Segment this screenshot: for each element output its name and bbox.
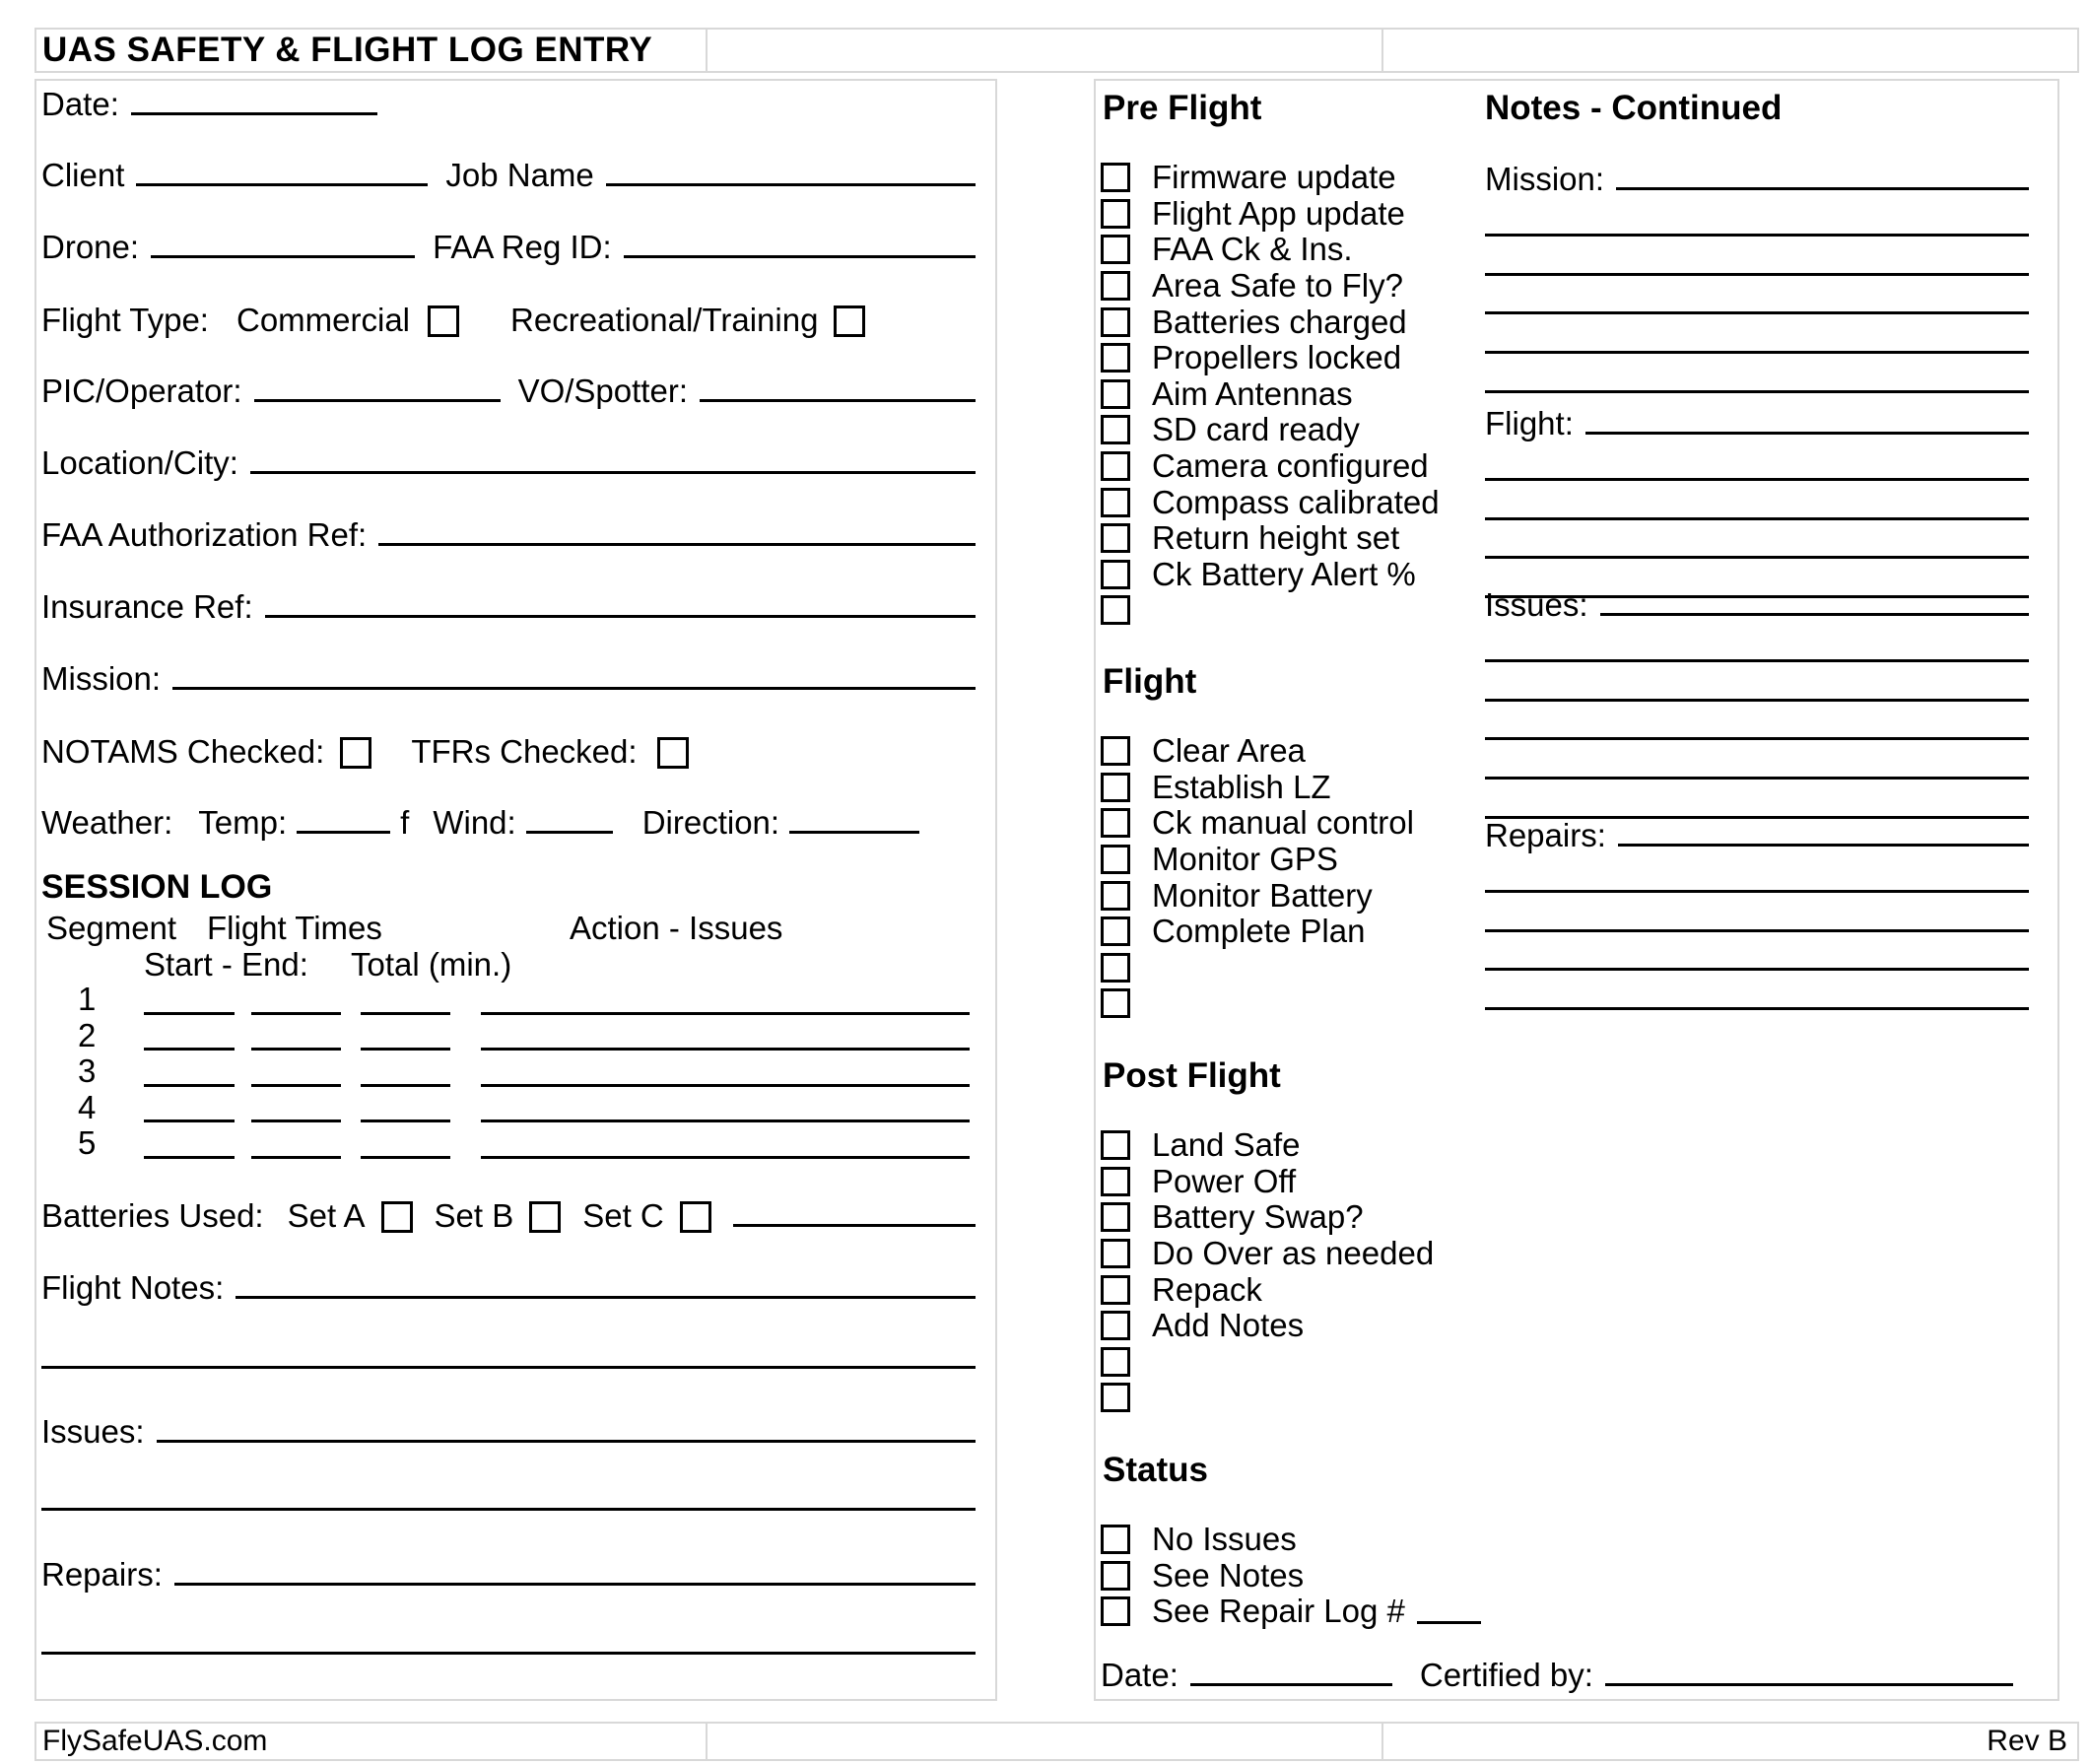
checklist-item xyxy=(1099,1127,1481,1164)
field-row-faa-auth xyxy=(41,515,976,555)
write-in-line xyxy=(251,1084,341,1087)
checkbox[interactable] xyxy=(1101,1130,1130,1160)
checkbox[interactable] xyxy=(1101,271,1130,301)
checkbox[interactable] xyxy=(1101,988,1130,1018)
flight-checklist xyxy=(1099,733,1481,1022)
footer-revision-text: Rev B xyxy=(1987,1725,2067,1757)
write-in-line xyxy=(1616,187,2029,190)
write-in-line xyxy=(1485,198,2029,237)
write-in-line xyxy=(1485,314,2029,354)
checkbox-label: Clear Area xyxy=(1152,732,1306,770)
checkbox-label: No Issues xyxy=(1152,1521,1297,1558)
checkbox[interactable] xyxy=(1101,881,1130,911)
direction-input-line xyxy=(789,831,919,834)
checkbox-label: Do Over as needed xyxy=(1152,1235,1435,1272)
set-c-label: Set C xyxy=(582,1197,664,1234)
faa-reg-input-line xyxy=(624,255,976,258)
checkbox-label: Batteries charged xyxy=(1152,303,1407,340)
footer-site-cell xyxy=(34,1722,708,1761)
checkbox[interactable] xyxy=(1101,773,1130,802)
set-a-label: Set A xyxy=(287,1197,366,1234)
checkbox-label: Area Safe to Fly? xyxy=(1152,267,1403,305)
checklist-item xyxy=(1099,914,1481,950)
notes-repairs-section xyxy=(1485,818,2029,1010)
checklist-item xyxy=(1099,520,1481,557)
notes-continued-column xyxy=(1483,81,2037,1699)
note-section-label: Repairs: xyxy=(1485,817,1606,853)
checkbox[interactable] xyxy=(1101,523,1130,553)
job-name-input-line xyxy=(606,183,976,186)
write-in-line xyxy=(251,1119,341,1122)
checkbox[interactable] xyxy=(1101,808,1130,838)
note-label-row xyxy=(1485,818,2029,854)
write-in-line xyxy=(41,1652,976,1655)
pre-flight-checklist xyxy=(1099,160,1481,629)
set-a-checkbox[interactable] xyxy=(381,1201,413,1233)
footer-site-text: FlySafeUAS.com xyxy=(42,1725,268,1757)
flight-notes-input-line xyxy=(236,1296,976,1299)
checkbox[interactable] xyxy=(1101,451,1130,481)
write-in-line xyxy=(251,1156,341,1159)
checkbox[interactable] xyxy=(1101,235,1130,264)
recreational-label: Recreational/Training xyxy=(510,302,819,338)
pic-input-line xyxy=(254,399,501,402)
write-in-line xyxy=(1485,702,2029,741)
checkbox-label: Flight App update xyxy=(1152,194,1405,232)
note-section-label: Flight: xyxy=(1485,405,1574,441)
post-flight-checklist xyxy=(1099,1127,1481,1416)
checkbox[interactable] xyxy=(1101,1561,1130,1591)
checkbox[interactable] xyxy=(1101,488,1130,517)
note-section-label: Issues: xyxy=(1485,586,1588,623)
weather-label: Weather: xyxy=(41,804,173,841)
write-in-line xyxy=(1485,971,2029,1010)
issues-label: Issues: xyxy=(41,1413,145,1450)
client-label: Client xyxy=(41,157,125,193)
field-row-location xyxy=(41,443,976,483)
checklist-item xyxy=(1099,733,1481,770)
checkbox-label: Ck Battery Alert % xyxy=(1152,555,1416,592)
direction-label: Direction: xyxy=(641,804,780,841)
checkbox-label: Complete Plan xyxy=(1152,913,1366,950)
checkbox[interactable] xyxy=(1101,379,1130,409)
recreational-checkbox[interactable] xyxy=(834,305,865,337)
set-c-checkbox[interactable] xyxy=(680,1201,711,1233)
write-in-line xyxy=(481,1048,970,1051)
notes-flight-section xyxy=(1485,406,2029,598)
job-name-label: Job Name xyxy=(445,157,594,193)
checkbox[interactable] xyxy=(1101,953,1130,983)
field-row-mission xyxy=(41,659,976,699)
write-in-line xyxy=(481,1119,970,1122)
checklist-column xyxy=(1099,81,1481,1699)
write-in-line xyxy=(361,1119,450,1122)
action-issues-column-header: Action - Issues xyxy=(570,910,783,946)
batteries-used-label: Batteries Used: xyxy=(41,1197,264,1234)
segment-number: 2 xyxy=(78,1016,97,1053)
footer-empty-cell xyxy=(706,1722,1383,1761)
checkbox-label: Repack xyxy=(1152,1270,1262,1308)
drone-label: Drone: xyxy=(41,229,140,265)
pic-operator-label: PIC/Operator: xyxy=(41,373,242,409)
commercial-checkbox[interactable] xyxy=(428,305,459,337)
segment-number: 1 xyxy=(78,981,97,1017)
insurance-input-line xyxy=(265,615,976,618)
checkbox[interactable] xyxy=(1101,199,1130,229)
write-in-line xyxy=(144,1048,235,1051)
checklist-item xyxy=(1099,1164,1481,1200)
certify-date-input-line xyxy=(1190,1683,1392,1686)
checklist-item xyxy=(1099,1558,1481,1594)
location-input-line xyxy=(250,471,976,474)
checkbox-label: Firmware update xyxy=(1152,159,1396,196)
write-in-line xyxy=(1485,624,2029,663)
write-in-line xyxy=(1485,780,2029,819)
checkbox-label: Ck manual control xyxy=(1152,804,1414,842)
vo-spotter-label: VO/Spotter: xyxy=(517,373,688,409)
checklist-item xyxy=(1099,232,1481,268)
temp-unit-label: f xyxy=(400,804,410,841)
checkbox[interactable] xyxy=(1101,1275,1130,1305)
checklist-item xyxy=(1099,1344,1481,1381)
checkbox-label: Establish LZ xyxy=(1152,768,1331,805)
write-in-line xyxy=(144,1084,235,1087)
write-in-line xyxy=(144,1156,235,1159)
footer-rev-cell xyxy=(1381,1722,2079,1761)
checklist-item xyxy=(1099,268,1481,305)
note-label-row xyxy=(1485,406,2029,442)
field-row-flight-notes xyxy=(41,1268,976,1308)
faa-reg-label: FAA Reg ID: xyxy=(433,229,612,265)
checklist-item xyxy=(1099,592,1481,629)
checklist-item xyxy=(1099,770,1481,806)
write-in-line xyxy=(361,1156,450,1159)
repairs-label: Repairs: xyxy=(41,1556,163,1593)
write-in-line xyxy=(1485,276,2029,315)
faa-auth-input-line xyxy=(378,543,976,546)
checklist-item xyxy=(1099,412,1481,448)
write-in-line xyxy=(361,1012,450,1015)
page-title: UAS SAFETY & FLIGHT LOG ENTRY xyxy=(42,31,653,69)
certified-by-label: Certified by: xyxy=(1419,1657,1593,1693)
write-in-line xyxy=(1485,237,2029,276)
faa-auth-label: FAA Authorization Ref: xyxy=(41,516,368,553)
mission-label: Mission: xyxy=(41,660,162,697)
write-in-line xyxy=(1618,844,2029,847)
write-in-line xyxy=(1485,442,2029,482)
field-row-flight-type xyxy=(41,300,976,340)
checklist-item xyxy=(1099,1594,1481,1630)
write-in-line xyxy=(1585,432,2029,435)
header-empty-cell xyxy=(706,28,1383,73)
checkbox-label: Monitor Battery xyxy=(1152,876,1373,914)
field-row-drone-reg xyxy=(41,228,976,267)
write-in-line xyxy=(1485,662,2029,702)
header-empty-cell xyxy=(1381,28,2079,73)
batteries-input-line xyxy=(733,1224,976,1227)
field-row-insurance xyxy=(41,587,976,627)
location-label: Location/City: xyxy=(41,444,238,481)
write-in-line xyxy=(361,1048,450,1051)
checklist-item xyxy=(1099,1199,1481,1236)
write-in-line xyxy=(144,1119,235,1122)
pre-flight-heading: Pre Flight xyxy=(1103,89,1262,127)
session-log-title: SESSION LOG xyxy=(41,868,273,906)
segment-number: 3 xyxy=(78,1052,97,1090)
checkbox-label: Add Notes xyxy=(1152,1307,1305,1344)
flight-heading: Flight xyxy=(1103,662,1197,701)
temp-label: Temp: xyxy=(198,804,288,841)
field-row-notams-tfrs xyxy=(41,731,976,772)
field-row-client-job xyxy=(41,156,976,195)
checklist-item xyxy=(1099,1236,1481,1272)
mission-input-line xyxy=(172,687,976,690)
write-in-line xyxy=(1485,854,2029,894)
drone-input-line xyxy=(151,255,415,258)
temp-input-line xyxy=(297,831,390,834)
checkbox[interactable] xyxy=(1101,1347,1130,1377)
checkbox-label: Camera configured xyxy=(1152,447,1429,485)
total-min-subheader: Total (min.) xyxy=(351,946,512,983)
checklist-item xyxy=(1099,160,1481,196)
checkbox-label: SD card ready xyxy=(1152,411,1360,448)
notes-mission-section xyxy=(1485,162,2029,393)
vo-input-line xyxy=(700,399,976,402)
segment-column-header: Segment xyxy=(46,910,177,946)
form-right-panel xyxy=(1094,79,2059,1701)
checklist-item xyxy=(1099,985,1481,1022)
certified-by-input-line xyxy=(1605,1683,2013,1686)
write-in-line xyxy=(251,1048,341,1051)
field-row-pic-vo xyxy=(41,372,976,411)
field-row-repairs xyxy=(41,1555,976,1594)
checkbox-label: Compass calibrated xyxy=(1152,483,1440,520)
checkbox[interactable] xyxy=(1101,1525,1130,1554)
write-in-line xyxy=(1485,354,2029,393)
checklist-item xyxy=(1099,448,1481,485)
repair-log-number-line xyxy=(1417,1621,1481,1624)
flight-notes-label: Flight Notes: xyxy=(41,1269,225,1306)
checklist-item xyxy=(1099,805,1481,842)
field-row-date xyxy=(41,85,976,124)
checklist-item xyxy=(1099,484,1481,520)
field-row-issues xyxy=(41,1412,976,1452)
write-in-line xyxy=(1600,613,2029,616)
write-in-line xyxy=(1485,481,2029,520)
checklist-item xyxy=(1099,376,1481,413)
checkbox[interactable] xyxy=(1101,343,1130,373)
checklist-item xyxy=(1099,877,1481,914)
certification-row xyxy=(1101,1656,2013,1695)
session-log-title-row xyxy=(41,867,976,907)
checklist-item xyxy=(1099,1271,1481,1308)
insurance-label: Insurance Ref: xyxy=(41,588,253,625)
segment-number: 4 xyxy=(78,1088,97,1125)
checklist-item xyxy=(1099,557,1481,593)
write-in-line xyxy=(1485,893,2029,932)
write-in-line xyxy=(41,1508,976,1511)
session-log-row xyxy=(41,1090,976,1126)
tfrs-label: TFRs Checked: xyxy=(411,733,638,770)
checkbox[interactable] xyxy=(1101,916,1130,946)
form-left-panel xyxy=(34,79,997,1701)
status-heading: Status xyxy=(1103,1451,1208,1489)
status-checklist xyxy=(1099,1522,1481,1630)
checkbox[interactable] xyxy=(1101,1311,1130,1340)
checkbox[interactable] xyxy=(1101,163,1130,192)
note-section-label: Mission: xyxy=(1485,161,1605,197)
write-in-line xyxy=(1485,520,2029,560)
checkbox-label: Battery Swap? xyxy=(1152,1198,1364,1236)
tfrs-checkbox[interactable] xyxy=(657,737,689,769)
segment-number: 5 xyxy=(78,1124,97,1162)
session-log-row xyxy=(41,1053,976,1090)
checkbox-label: FAA Ck & Ins. xyxy=(1152,231,1353,268)
checkbox-label: Monitor GPS xyxy=(1152,841,1338,878)
checkbox[interactable] xyxy=(1101,415,1130,444)
notes-issues-section xyxy=(1485,587,2029,819)
date-input-line xyxy=(131,112,377,115)
checkbox[interactable] xyxy=(1101,1383,1130,1412)
commercial-label: Commercial xyxy=(236,302,411,338)
checkbox-label: Return height set xyxy=(1152,519,1400,557)
checkbox[interactable] xyxy=(1101,1167,1130,1196)
checklist-item xyxy=(1099,950,1481,986)
note-label-row xyxy=(1485,587,2029,624)
set-b-checkbox[interactable] xyxy=(529,1201,561,1233)
write-in-line xyxy=(251,1012,341,1015)
write-in-line xyxy=(361,1084,450,1087)
wind-label: Wind: xyxy=(433,804,516,841)
checklist-item xyxy=(1099,340,1481,376)
write-in-line xyxy=(1485,932,2029,972)
checkbox-label: See Repair Log # xyxy=(1152,1593,1405,1630)
write-in-line xyxy=(1485,740,2029,780)
post-flight-heading: Post Flight xyxy=(1103,1056,1281,1095)
notams-checkbox[interactable] xyxy=(340,737,371,769)
notams-label: NOTAMS Checked: xyxy=(41,733,325,770)
session-log-row xyxy=(41,1018,976,1054)
checklist-item xyxy=(1099,304,1481,340)
session-log-row xyxy=(41,982,976,1018)
client-input-line xyxy=(136,183,428,186)
header-row xyxy=(34,28,2081,73)
checkbox-label: Land Safe xyxy=(1152,1126,1301,1164)
checkbox-label: Power Off xyxy=(1152,1162,1297,1199)
wind-input-line xyxy=(526,831,613,834)
write-in-line xyxy=(481,1084,970,1087)
note-label-row xyxy=(1485,162,2029,198)
checkbox[interactable] xyxy=(1101,560,1130,589)
checkbox[interactable] xyxy=(1101,1239,1130,1268)
checklist-item xyxy=(1099,1380,1481,1416)
checkbox[interactable] xyxy=(1101,1596,1130,1626)
write-in-line xyxy=(41,1366,976,1369)
flight-type-label: Flight Type: xyxy=(41,302,209,338)
certify-date-label: Date: xyxy=(1101,1657,1179,1693)
checkbox[interactable] xyxy=(1101,736,1130,766)
notes-continued-heading: Notes - Continued xyxy=(1485,89,1783,127)
checklist-item xyxy=(1099,1522,1481,1558)
field-row-batteries xyxy=(41,1195,976,1236)
checklist-item xyxy=(1099,1308,1481,1344)
field-row-weather xyxy=(41,803,976,843)
session-log-rows xyxy=(41,982,976,1162)
write-in-line xyxy=(144,1012,235,1015)
checkbox-label: Aim Antennas xyxy=(1152,374,1353,412)
repairs-input-line xyxy=(174,1583,976,1586)
session-log-row xyxy=(41,1125,976,1162)
date-label: Date: xyxy=(41,86,119,122)
title-cell xyxy=(34,28,708,73)
checkbox[interactable] xyxy=(1101,307,1130,337)
checkbox-label: See Notes xyxy=(1152,1556,1305,1594)
footer-row xyxy=(34,1722,2081,1761)
checkbox-label: Propellers locked xyxy=(1152,339,1402,376)
write-in-line xyxy=(481,1156,970,1159)
flight-times-column-header: Flight Times xyxy=(207,910,382,946)
checklist-item xyxy=(1099,196,1481,233)
issues-input-line xyxy=(157,1440,976,1443)
start-end-subheader: Start - End: xyxy=(144,946,308,983)
write-in-line xyxy=(481,1012,970,1015)
checkbox[interactable] xyxy=(1101,1202,1130,1232)
checkbox[interactable] xyxy=(1101,595,1130,625)
checklist-item xyxy=(1099,842,1481,878)
checkbox[interactable] xyxy=(1101,845,1130,874)
set-b-label: Set B xyxy=(434,1197,514,1234)
